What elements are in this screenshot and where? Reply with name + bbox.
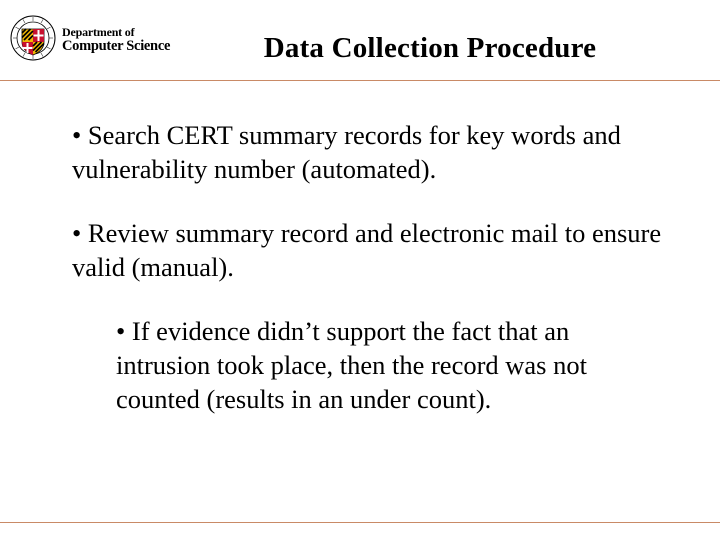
bullet-item: • Review summary record and electronic mail to ensure valid (manual). [72,218,662,282]
university-seal-icon [10,12,56,64]
department-logo [10,12,180,68]
footer-divider [0,522,720,523]
department-name [62,26,170,54]
bullet-item: • Search CERT summary records for key words and vulnerability number (automated). [72,120,621,184]
sub-bullet-item: • If evidence didn’t support the fact that an intrusion took place, then the record was not counted (results in an under count). [116,316,587,414]
logo-line-1: Department of [62,25,135,39]
logo-line-2: Computer Science [62,38,171,54]
header-divider [0,80,720,81]
slide-title: Data Collection Procedure [263,32,597,64]
